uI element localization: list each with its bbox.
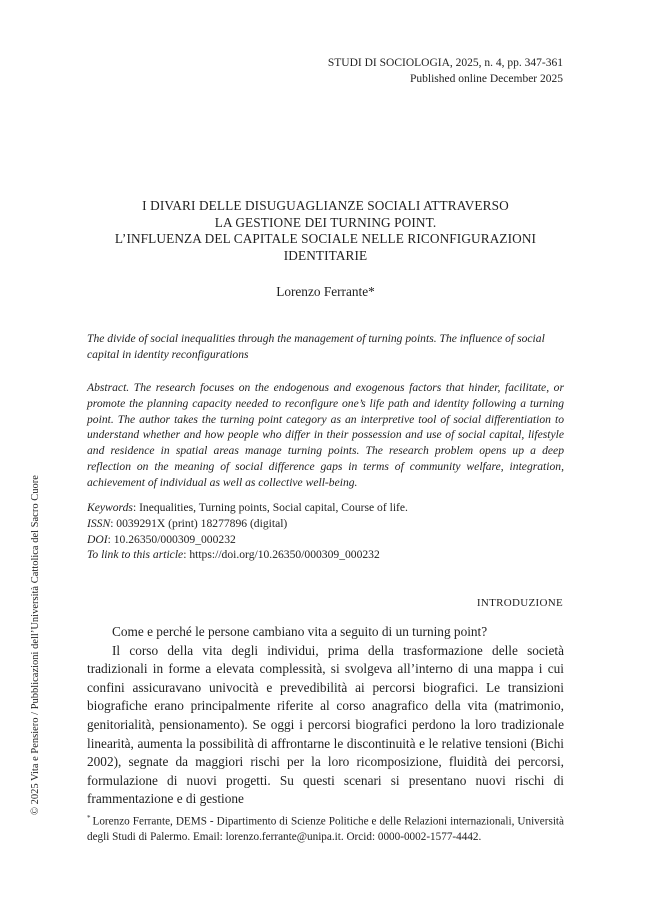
body-paragraph: Come e perché le persone cambiano vita a seguito di un turning point? bbox=[112, 624, 488, 639]
author-name: Lorenzo Ferrante* bbox=[276, 284, 375, 299]
side-copyright: © 2025 Vita e Pensiero / Pubblicazioni dell’Università Cattolica del Sacro Cuore bbox=[30, 475, 41, 815]
link-label: To link to this article bbox=[87, 548, 184, 562]
author-footnote bbox=[87, 811, 564, 846]
issn-value: : 0039291X (print) 18277896 (digital) bbox=[110, 516, 288, 530]
title-line: LA GESTIONE DEI TURNING POINT. bbox=[214, 214, 437, 230]
article-title bbox=[87, 198, 564, 264]
journal-citation: STUDI DI SOCIOLOGIA, 2025, n. 4, pp. 347-361 bbox=[327, 57, 563, 69]
english-title: The divide of social inequalities through the management of turning points. The influence of social capital in identity reconfigurations bbox=[87, 332, 545, 361]
doi-link[interactable]: : https://doi.org/10.26350/000309_000232 bbox=[183, 548, 380, 562]
link-line bbox=[87, 547, 564, 563]
title-line: IDENTITARIE bbox=[283, 247, 368, 263]
journal-header bbox=[328, 55, 563, 87]
keywords-line bbox=[87, 500, 564, 516]
article-metadata bbox=[87, 500, 564, 563]
section-heading: INTRODUZIONE bbox=[476, 597, 563, 609]
issn-label: ISSN bbox=[87, 516, 111, 530]
keywords-value: : Inequalities, Turning points, Social capital, Course of life. bbox=[132, 501, 408, 514]
footnote-marker: * bbox=[87, 814, 91, 822]
publication-date: Published online December 2025 bbox=[410, 73, 563, 85]
issn-line bbox=[87, 516, 564, 532]
doi-line bbox=[87, 532, 564, 548]
footnote-text: Lorenzo Ferrante, DEMS - Dipartimento di Scienze Politiche e delle Relazioni internazionali, Università degli Studi di Palermo. Email: lorenzo.ferrante@unipa.it. Orcid: 0000-0002-1577-4442. bbox=[87, 815, 564, 844]
abstract: Abstract. The research focuses on the endogenous and exogenous factors that hinder, facilitate, or promote the planning capacity needed to reconfigure one’s life path and identity following a turning point. The author takes the turning point category as an interpretive tool of social differentiation to understand whether and how people who differ in their possession and use of social capital, lifestyle and residence in spatial areas manage turning points. The research problem opens up a deep reflection on the meaning of social difference gaps in terms of community welfare, integration, achievement of individual as well as collective well-being. bbox=[87, 381, 564, 489]
doi-label: DOI bbox=[87, 532, 108, 546]
keywords-label: Keywords bbox=[87, 501, 133, 514]
body-paragraph: Il corso della vita degli individui, prima della trasformazione delle società tradizionali in forme a elevata complessità, si svolgeva all’interno di una mappa i cui confini assicuravano univocità e prevedibilità ai percorsi biografici. Le transizioni biografiche erano principalmente riferite al corso anagrafico della vita (matrimonio, genitorialità, pensionamento). Se oggi i percorsi biografici perdono la loro tradizionale linearità, aumenta la possibilità di affrontarne le discontinuità e le relative tensioni (Bichi 2002), segnate da maggiori rischi per la loro ricomposizione, fluidità dei percorsi, formulazione di nuovi progetti. Su questi scenari si presentano nuovi rischi di frammentazione e di gestione bbox=[87, 642, 564, 807]
doi-value: : 10.26350/000309_000232 bbox=[107, 532, 236, 546]
title-line: L’INFLUENZA DEL CAPITALE SOCIALE NELLE RICONFIGURAZIONI bbox=[114, 231, 537, 246]
title-line: I DIVARI DELLE DISUGUAGLIANZE SOCIALI ATTRAVERSO bbox=[142, 198, 509, 213]
body-text bbox=[87, 623, 564, 809]
